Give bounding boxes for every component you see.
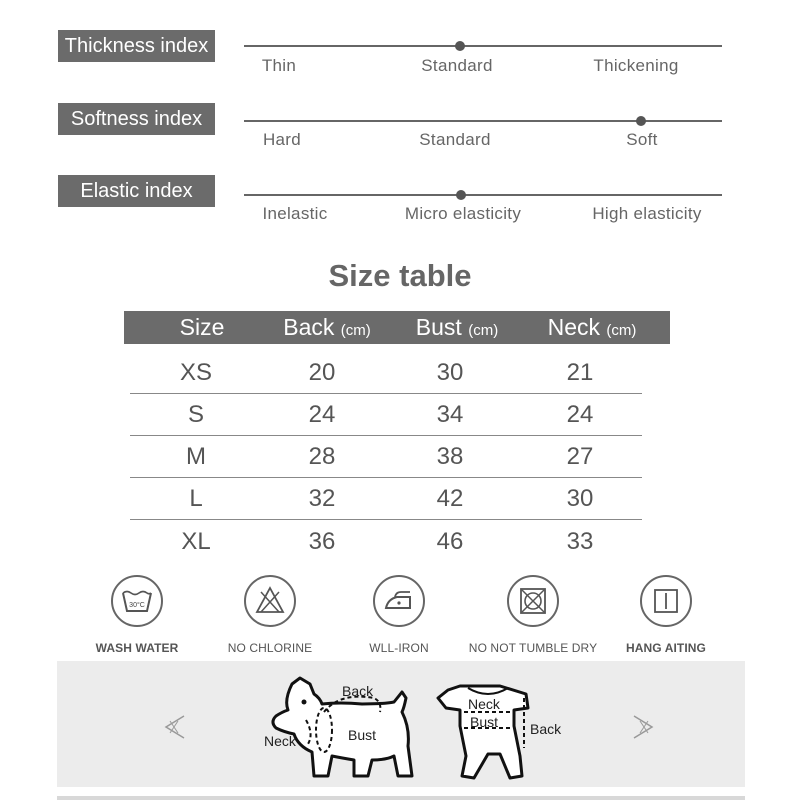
wash-temp-text: 30°C [129,602,145,609]
size-table-header [124,311,670,344]
row-divider [130,519,642,520]
cell-back: 32 [308,485,336,512]
garment-measure-diagram [430,680,570,786]
care-label-wash: WASH WATER [95,641,179,655]
dog-back-label: Back [342,683,374,699]
no-tumble-dry-icon [507,575,559,627]
cell-bust: 30 [436,359,464,386]
elastic-option-high: High elasticity [592,204,702,223]
wash-30-icon [111,575,163,627]
care-label-no-tumble: NO NOT TUMBLE DRY [468,641,598,655]
cell-neck: 30 [566,485,594,512]
thickness-option-standard: Standard [421,56,493,75]
garment-back-label: Back [530,721,562,737]
care-label-no-chlorine: NO CHLORINE [227,641,313,655]
cell-back: 24 [308,401,336,428]
softness-option-hard: Hard [262,130,302,149]
softness-scale-line [244,120,722,122]
elastic-scale-line [244,194,722,196]
header-size-name: Size [179,314,225,340]
cell-neck: 33 [566,528,594,555]
cell-bust: 38 [436,443,464,470]
header-back-name: Back [283,314,335,340]
cell-back: 28 [308,443,336,470]
care-label-iron: WLL-IRON [369,641,429,655]
table-row [130,352,642,394]
cell-size: L [189,485,203,512]
header-neck [522,311,662,344]
thickness-index-label: Thickness index [58,30,215,62]
elastic-index-label: Elastic index [58,175,215,207]
header-bust-name: Bust [415,314,462,340]
cell-neck: 27 [566,443,594,470]
table-row [130,436,642,478]
softness-option-standard: Standard [419,130,491,149]
care-no-tumble-dry [458,575,608,655]
header-back [262,311,392,344]
thickness-selected-marker [455,41,465,51]
header-size [142,311,262,344]
softness-option-soft: Soft [626,130,658,149]
care-no-chlorine [195,575,345,655]
softness-index-label: Softness index [58,103,215,135]
thickness-option-thickening: Thickening [593,56,679,75]
thickness-scale-line [244,45,722,47]
next-arrow-icon[interactable] [628,712,658,747]
header-bust-unit: (cm) [468,322,499,339]
dog-neck-label: Neck [264,733,296,749]
dog-bust-label: Bust [348,727,377,743]
table-row [130,521,642,563]
cell-bust: 46 [436,528,464,555]
cell-neck: 24 [566,401,594,428]
cell-bust: 42 [436,485,464,512]
care-label-hang: HANG AITING [626,641,706,655]
no-chlorine-icon [244,575,296,627]
header-neck-name: Neck [547,314,600,340]
header-back-unit: (cm) [340,322,371,339]
care-wash-water [62,575,212,655]
elastic-option-micro: Micro elasticity [404,204,522,223]
cell-back: 20 [308,359,336,386]
care-hang-dry [591,575,741,655]
bottom-divider [57,796,745,800]
header-neck-unit: (cm) [606,322,637,339]
cell-size: S [187,401,204,428]
cell-size: XS [179,359,212,386]
hang-dry-icon [640,575,692,627]
softness-selected-marker [636,116,646,126]
care-iron [324,575,474,655]
cell-neck: 21 [566,359,594,386]
garment-bust-label: Bust [470,714,499,730]
table-row [130,394,642,436]
size-table-title: Size table [328,258,472,293]
thickness-option-thin: Thin [261,56,297,75]
header-bust [392,311,522,344]
elastic-option-inelastic: Inelastic [262,204,328,223]
elastic-selected-marker [456,190,466,200]
prev-arrow-icon[interactable] [160,712,190,747]
dog-measure-diagram [262,672,422,784]
iron-icon [373,575,425,627]
garment-neck-label: Neck [468,696,500,712]
cell-bust: 34 [436,401,464,428]
cell-size: M [186,443,206,470]
cell-back: 36 [308,528,336,555]
table-row [130,478,642,520]
cell-size: XL [181,528,211,555]
